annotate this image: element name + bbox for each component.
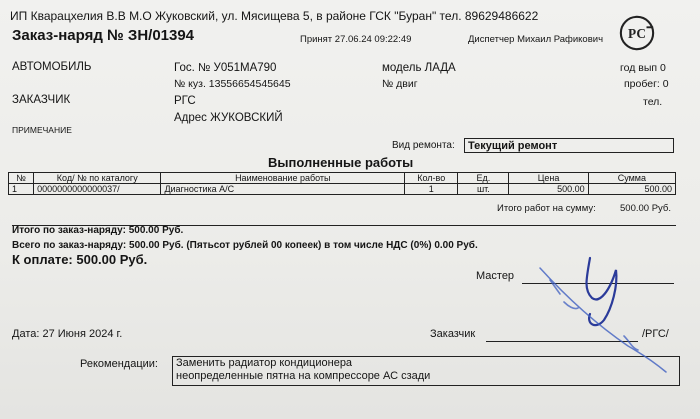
col-work-name: Наименование работы (161, 173, 405, 184)
col-sum: Сумма (588, 173, 675, 184)
recommendation-line-2: неопределенные пятна на компрессоре АС сзади (176, 370, 431, 382)
vehicle-label: АВТОМОБИЛЬ (12, 61, 92, 73)
vehicle-engine-number: № двиг (382, 78, 418, 90)
row-unit: шт. (458, 184, 509, 195)
col-qty: Кол-во (405, 173, 458, 184)
recommendations-label: Рекомендации: (80, 358, 158, 370)
col-number: № (9, 173, 34, 184)
col-price: Цена (509, 173, 588, 184)
customer-phone: тел. (643, 96, 663, 108)
table-row (9, 184, 676, 195)
customer-signature-suffix: /РГС/ (642, 328, 669, 340)
customer-signature-label: Заказчик (430, 328, 476, 340)
master-signature-label: Мастер (476, 270, 515, 282)
row-qty: 1 (405, 184, 458, 195)
row-work-name: Диагностика А/С (161, 184, 405, 195)
certification-logo-icon (618, 14, 656, 52)
row-price: 500.00 (509, 184, 588, 195)
row-code: 0000000000000037/ (34, 184, 161, 195)
repair-type-value: Текущий ремонт (464, 138, 674, 153)
dispatcher-name: Диспетчер Михаил Рафикович (468, 34, 604, 45)
col-code: Код/ № по каталогу (34, 173, 161, 184)
company-header: ИП Кварацхелия В.В М.О Жуковский, ул. Мясищева 5, в районе ГСК "Буран" тел. 89629486622 (10, 9, 539, 23)
repair-type-label: Вид ремонта: (392, 140, 455, 151)
row-sum: 500.00 (588, 184, 675, 195)
vehicle-model: модель ЛАДА (382, 62, 456, 74)
works-total-value: 500.00 Руб. (620, 203, 671, 214)
row-number: 1 (9, 184, 34, 195)
vehicle-mileage: пробег: 0 (624, 78, 669, 90)
works-total-label: Итого работ на сумму: (497, 203, 596, 214)
customer-address: Адрес ЖУКОВСКИЙ (174, 112, 283, 124)
note-label: ПРИМЕЧАНИЕ (12, 125, 72, 135)
handwritten-signature-icon (520, 250, 680, 380)
col-unit: Ед. (458, 173, 509, 184)
works-table (8, 172, 676, 195)
vehicle-plate: Гос. № У051МА790 (174, 62, 277, 74)
vehicle-year: год вып 0 (620, 62, 666, 74)
recommendation-line-1: Заменить радиатор кондиционера (176, 357, 353, 369)
customer-label: ЗАКАЗЧИК (12, 94, 71, 106)
works-title: Выполненные работы (268, 155, 414, 170)
logo-lettering: РС (628, 25, 646, 41)
order-title: Заказ-наряд № ЗН/01394 (12, 27, 195, 44)
amount-to-pay: К оплате: 500.00 Руб. (12, 252, 148, 267)
accepted-timestamp: Принят 27.06.24 09:22:49 (300, 34, 412, 45)
customer-name: РГС (174, 95, 196, 107)
works-header-row (9, 173, 676, 184)
order-total: Итого по заказ-наряду: 500.00 Руб. (12, 225, 184, 236)
vehicle-body-number: № куз. 13556654545645 (174, 78, 291, 90)
document-date: Дата: 27 Июня 2024 г. (12, 328, 123, 340)
order-total-words: Всего по заказ-наряду: 500.00 Руб. (Пятьсот рублей 00 копеек) в том числе НДС (0%) 0.00 Руб. (12, 240, 478, 251)
